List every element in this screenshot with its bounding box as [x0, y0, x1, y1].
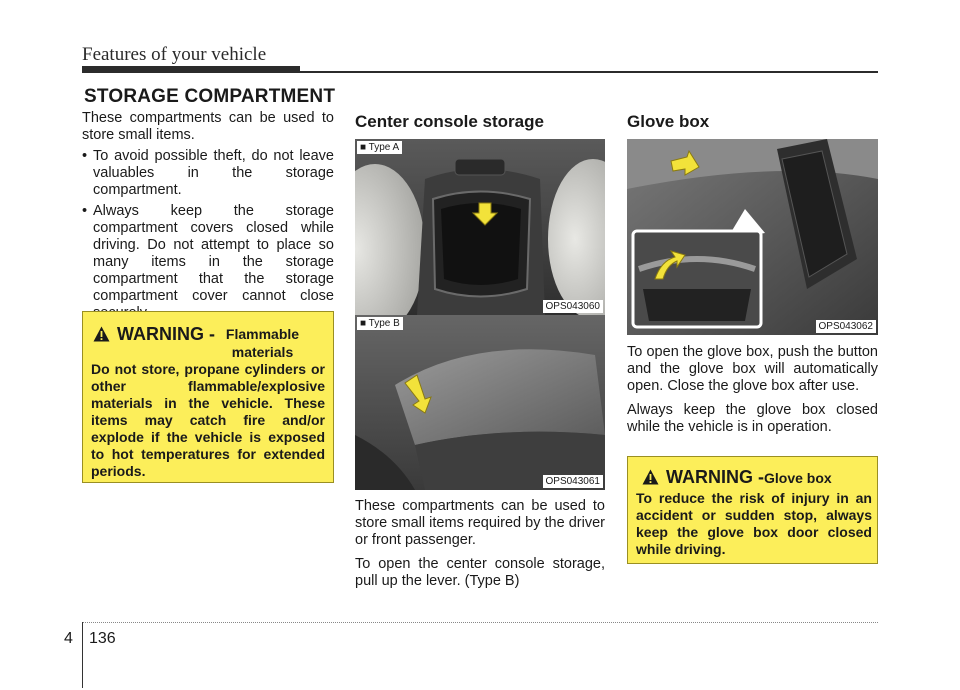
- section-title: STORAGE COMPARTMENT: [84, 86, 336, 107]
- page-number: 136: [89, 630, 116, 647]
- warning-subtitle: Flammable materials: [225, 326, 300, 360]
- glove-box-paragraph: To open the glove box, push the button and the glove box will automatically open. Close the glove box after use.: [627, 344, 878, 394]
- warning-glove-body: To reduce the risk of injury in an accident or sudden stop, always keep the glove box door closed while driving.: [636, 490, 872, 557]
- glove-box-photo: [627, 139, 878, 335]
- warning-subtitle: Glove box: [764, 470, 832, 486]
- center-console-paragraph: To open the center console storage, pull up the lever. (Type B): [355, 556, 605, 589]
- warning-flammable-header: [93, 324, 310, 361]
- console-type-b-illustration: [355, 315, 605, 490]
- center-console-photo-type-b: [355, 315, 605, 490]
- console-type-a-illustration: [355, 139, 605, 315]
- photo-code: OPS043062: [816, 320, 877, 333]
- warning-label: WARNING -: [117, 324, 215, 344]
- glove-box-paragraph: Always keep the glove box closed while the vehicle is in operation.: [627, 402, 878, 435]
- photo-code: OPS043061: [543, 475, 604, 488]
- footer-rule: [82, 622, 878, 623]
- center-console-paragraph: These compartments can be used to store small items required by the driver or front passenger.: [355, 498, 605, 548]
- intro-paragraph: These compartments can be used to store small items.: [82, 110, 334, 143]
- center-console-text: [355, 498, 605, 597]
- photo-type-tag: ■ Type B: [357, 317, 403, 330]
- header-title: Features of your vehicle: [82, 44, 267, 65]
- center-console-title: Center console storage: [355, 112, 544, 131]
- warning-flammable-body: Do not store, propane cylinders or other flammable/explosive materials in the vehicle. These items may catch fire and/or explode if the vehicle is exposed to hot temperatures for extended periods.: [91, 361, 325, 479]
- intro-bullet: • To avoid possible theft, do not leave valuables in the storage compartment.: [82, 148, 334, 199]
- warning-triangle-icon: [642, 469, 659, 485]
- warning-flammable-box: [82, 311, 334, 483]
- chapter-number: 4: [64, 630, 73, 647]
- center-console-photo-type-a: [355, 139, 605, 315]
- warning-triangle-icon: [93, 326, 110, 342]
- intro-bullet: • Always keep the storage compartment covers closed while driving. Do not attempt to place so many items in the storage compartment that the storage compartment cover cannot close: [82, 203, 334, 322]
- intro-column: [82, 110, 334, 322]
- glove-box-title: Glove box: [627, 112, 710, 131]
- warning-label: WARNING -: [666, 467, 764, 487]
- warning-glove-box: [627, 456, 878, 564]
- photo-code: OPS043060: [543, 300, 604, 313]
- intro-bullet-list: [82, 148, 334, 322]
- header-bar-thick: [82, 66, 300, 73]
- header-bar-thin: [300, 71, 878, 73]
- glove-box-illustration: [627, 139, 878, 335]
- photo-type-tag: ■ Type A: [357, 141, 402, 154]
- warning-glove-header: [642, 467, 832, 488]
- page-divider: [82, 622, 83, 688]
- glove-box-text: [627, 344, 878, 443]
